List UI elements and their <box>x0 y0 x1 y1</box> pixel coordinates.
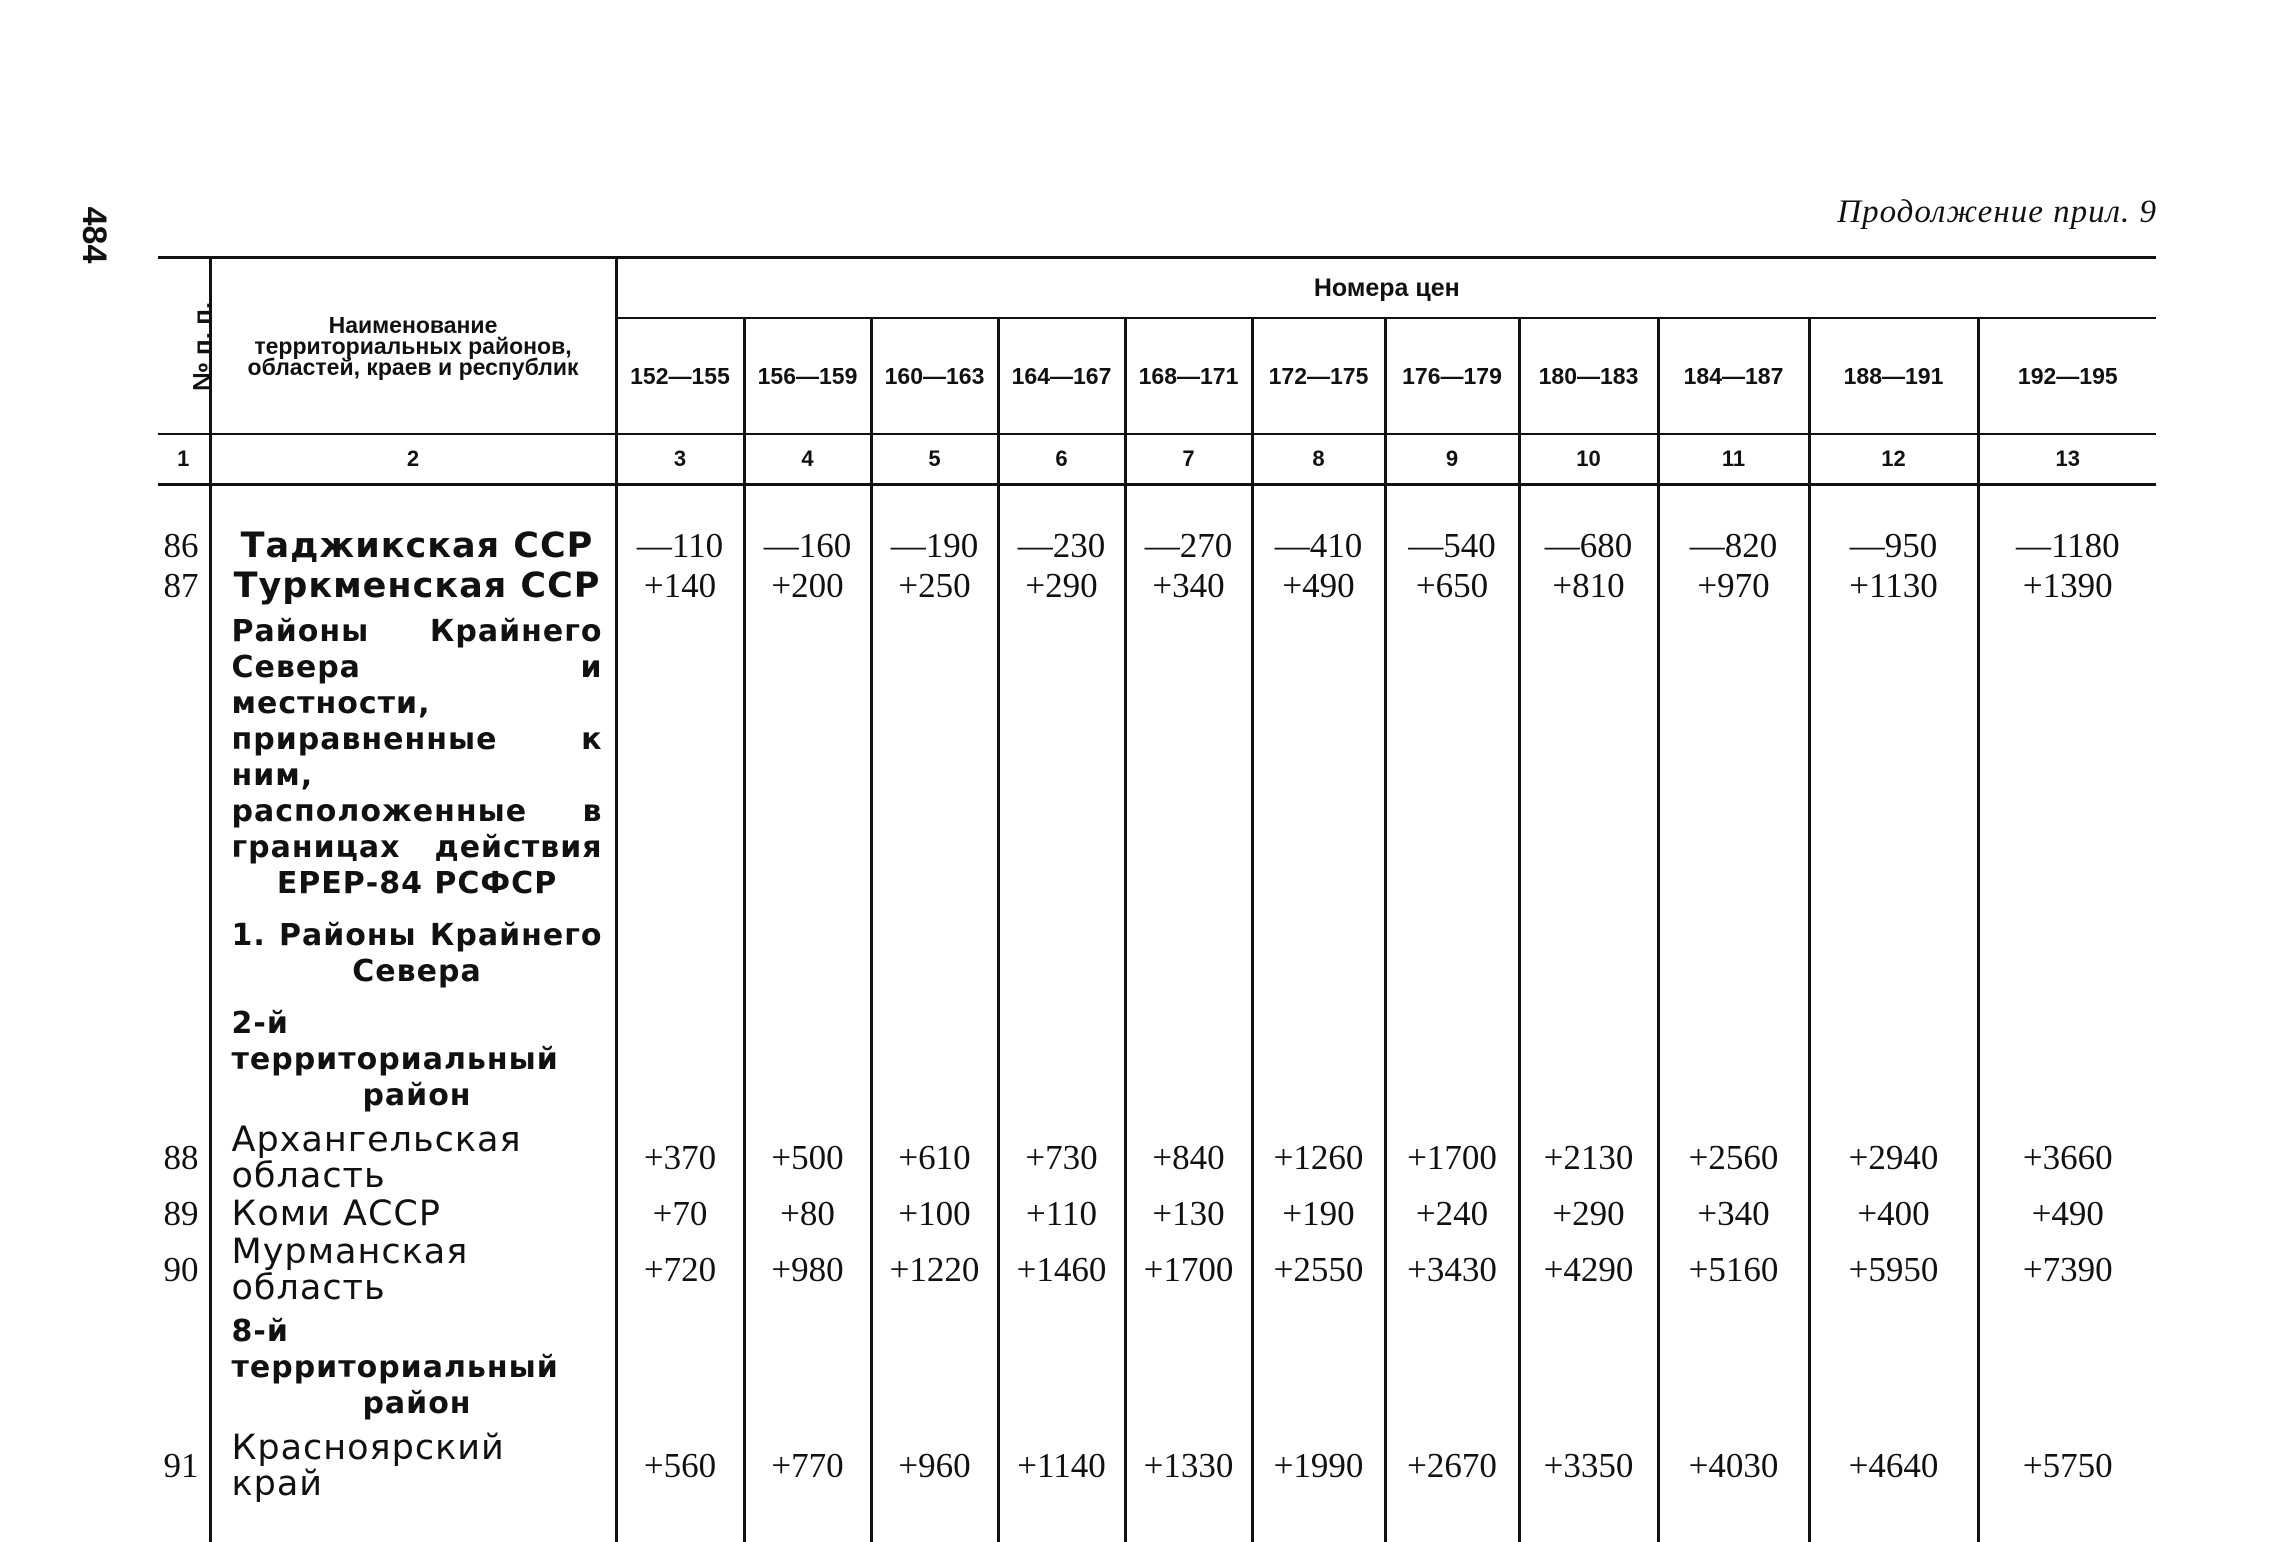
price-value: +1220 <box>871 1234 998 1306</box>
row-number: 89 <box>158 1194 210 1234</box>
price-value: +1460 <box>998 1234 1125 1306</box>
price-value: +980 <box>744 1234 871 1306</box>
header-column-number: 3 <box>616 434 744 485</box>
price-value: +2560 <box>1658 1122 1809 1194</box>
section-heading: 1. Районы Крайнего Севера <box>232 918 603 990</box>
header-prices-title: Номера цен <box>616 258 2156 319</box>
table-row <box>158 1430 2156 1502</box>
price-value: +610 <box>871 1122 998 1194</box>
price-value: +340 <box>1125 566 1252 606</box>
price-value: +290 <box>1519 1194 1658 1234</box>
price-value: +4290 <box>1519 1234 1658 1306</box>
header-column-number: 10 <box>1519 434 1658 485</box>
price-value: +340 <box>1658 1194 1809 1234</box>
price-value: +3660 <box>1978 1122 2156 1194</box>
price-value: —1180 <box>1978 526 2156 566</box>
header-column-number: 13 <box>1978 434 2156 485</box>
price-value: +650 <box>1385 566 1519 606</box>
price-value: +80 <box>744 1194 871 1234</box>
header-column-number: 8 <box>1252 434 1385 485</box>
price-value: +250 <box>871 566 998 606</box>
header-price-range: 176—179 <box>1385 318 1519 434</box>
table-row <box>158 1234 2156 1306</box>
price-value: +1130 <box>1809 566 1978 606</box>
header-price-range: 156—159 <box>744 318 871 434</box>
price-value: +730 <box>998 1122 1125 1194</box>
price-value: +810 <box>1519 566 1658 606</box>
price-value: +770 <box>744 1430 871 1502</box>
price-value: +7390 <box>1978 1234 2156 1306</box>
header-row-number: № п. п. <box>158 258 210 435</box>
section-heading: 2-й территориальный район <box>232 1006 603 1114</box>
price-value: +2550 <box>1252 1234 1385 1306</box>
price-value: —680 <box>1519 526 1658 566</box>
price-value: +110 <box>998 1194 1125 1234</box>
row-name: Таджикская ССР <box>210 526 616 566</box>
price-value: +5160 <box>1658 1234 1809 1306</box>
header-price-range: 192—195 <box>1978 318 2156 434</box>
row-number: 90 <box>158 1234 210 1306</box>
row-name: Архангельская область <box>210 1122 616 1194</box>
price-value: +2130 <box>1519 1122 1658 1194</box>
continuation-caption: Продолжение прил. 9 <box>1837 194 2157 231</box>
row-number: 87 <box>158 566 210 606</box>
header-price-range: 160—163 <box>871 318 998 434</box>
price-value: +3430 <box>1385 1234 1519 1306</box>
section-heading: Районы Крайнего Севера и местности, приравненные к ним, расположенные в границах действия ЕРЕР-84 РСФСР <box>232 614 603 902</box>
row-name: Коми АССР <box>210 1194 616 1234</box>
price-value: +1700 <box>1385 1122 1519 1194</box>
section-row <box>158 998 2156 1122</box>
row-name: Туркменская ССР <box>210 566 616 606</box>
header-column-number: 6 <box>998 434 1125 485</box>
header-price-range: 152—155 <box>616 318 744 434</box>
table-header <box>158 258 2156 485</box>
price-value: +70 <box>616 1194 744 1234</box>
header-column-number: 11 <box>1658 434 1809 485</box>
table-row <box>158 526 2156 566</box>
price-value: +490 <box>1252 566 1385 606</box>
price-value: +240 <box>1385 1194 1519 1234</box>
table-row <box>158 566 2156 606</box>
price-value: —820 <box>1658 526 1809 566</box>
price-value: +3350 <box>1519 1430 1658 1502</box>
price-value: +1140 <box>998 1430 1125 1502</box>
header-price-range: 172—175 <box>1252 318 1385 434</box>
section-row <box>158 1306 2156 1430</box>
price-value: +190 <box>1252 1194 1385 1234</box>
price-value: +720 <box>616 1234 744 1306</box>
price-value: +140 <box>616 566 744 606</box>
price-value: +5750 <box>1978 1430 2156 1502</box>
price-value: +560 <box>616 1430 744 1502</box>
price-value: —540 <box>1385 526 1519 566</box>
price-value: +100 <box>871 1194 998 1234</box>
price-value: —190 <box>871 526 998 566</box>
price-value: +290 <box>998 566 1125 606</box>
price-value: +500 <box>744 1122 871 1194</box>
price-value: —950 <box>1809 526 1978 566</box>
price-table <box>158 256 2156 1542</box>
row-number: 88 <box>158 1122 210 1194</box>
page-number: 484 <box>54 211 134 259</box>
header-price-range: 188—191 <box>1809 318 1978 434</box>
row-name: Мурманская область <box>210 1234 616 1306</box>
section-row <box>158 606 2156 910</box>
table-row <box>158 1122 2156 1194</box>
header-column-number: 7 <box>1125 434 1252 485</box>
row-number: 91 <box>158 1430 210 1502</box>
price-value: +490 <box>1978 1194 2156 1234</box>
price-value: —410 <box>1252 526 1385 566</box>
section-heading: 8-й территориальный район <box>232 1314 603 1422</box>
price-value: +1260 <box>1252 1122 1385 1194</box>
price-value: +1330 <box>1125 1430 1252 1502</box>
header-price-range: 164—167 <box>998 318 1125 434</box>
price-value: +1390 <box>1978 566 2156 606</box>
price-value: —160 <box>744 526 871 566</box>
price-value: +4640 <box>1809 1430 1978 1502</box>
price-value: +370 <box>616 1122 744 1194</box>
price-value: +840 <box>1125 1122 1252 1194</box>
header-column-number: 9 <box>1385 434 1519 485</box>
table-row <box>158 1194 2156 1234</box>
header-name: Наименование территориальных районов, областей, краев и республик <box>210 258 616 435</box>
header-column-number: 12 <box>1809 434 1978 485</box>
header-column-number: 4 <box>744 434 871 485</box>
price-value: +130 <box>1125 1194 1252 1234</box>
price-value: +5950 <box>1809 1234 1978 1306</box>
price-value: +200 <box>744 566 871 606</box>
price-value: +970 <box>1658 566 1809 606</box>
price-value: +1700 <box>1125 1234 1252 1306</box>
table-body <box>158 485 2156 1542</box>
price-value: —230 <box>998 526 1125 566</box>
price-value: —110 <box>616 526 744 566</box>
header-price-range: 168—171 <box>1125 318 1252 434</box>
price-value: +2670 <box>1385 1430 1519 1502</box>
price-value: +2940 <box>1809 1122 1978 1194</box>
row-name: Красноярский край <box>210 1430 616 1502</box>
header-price-range: 184—187 <box>1658 318 1809 434</box>
header-price-range: 180—183 <box>1519 318 1658 434</box>
row-number: 86 <box>158 526 210 566</box>
price-value: —270 <box>1125 526 1252 566</box>
price-value: +4030 <box>1658 1430 1809 1502</box>
header-column-number: 1 <box>158 434 210 485</box>
header-column-number: 2 <box>210 434 616 485</box>
section-row <box>158 910 2156 998</box>
price-value: +400 <box>1809 1194 1978 1234</box>
price-value: +1990 <box>1252 1430 1385 1502</box>
price-value: +960 <box>871 1430 998 1502</box>
header-column-number: 5 <box>871 434 998 485</box>
header-column-numbers <box>158 434 2156 485</box>
